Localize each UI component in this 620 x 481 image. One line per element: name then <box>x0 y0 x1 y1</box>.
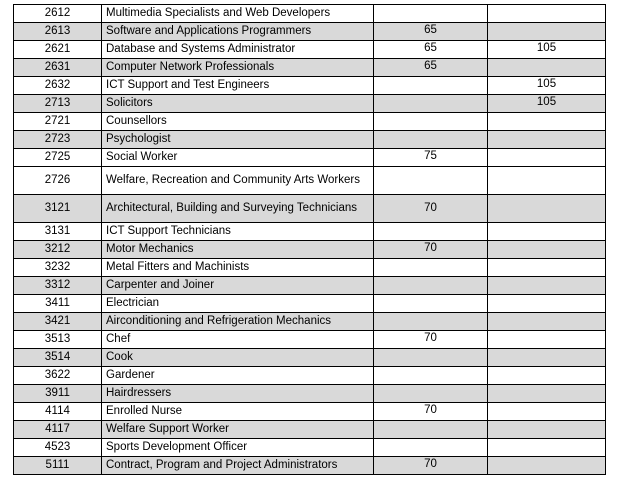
occupation-code: 3411 <box>14 295 102 313</box>
occupation-code: 4523 <box>14 439 102 457</box>
occupation-table <box>13 4 606 475</box>
table-row <box>14 403 606 421</box>
occupation-title: Social Worker <box>102 149 374 167</box>
column-4-value: 105 <box>488 95 606 113</box>
column-3-value <box>374 95 488 113</box>
column-4-value <box>488 385 606 403</box>
table-row <box>14 277 606 295</box>
table-row <box>14 223 606 241</box>
column-4-value <box>488 59 606 77</box>
occupation-title: Hairdressers <box>102 385 374 403</box>
column-4-value <box>488 195 606 223</box>
occupation-table-body <box>14 5 606 475</box>
column-4-value <box>488 349 606 367</box>
occupation-code: 3622 <box>14 367 102 385</box>
column-3-value: 65 <box>374 23 488 41</box>
occupation-code: 3514 <box>14 349 102 367</box>
column-3-value: 65 <box>374 41 488 59</box>
occupation-title: Airconditioning and Refrigeration Mechanics <box>102 313 374 331</box>
column-4-value <box>488 259 606 277</box>
occupation-code: 3513 <box>14 331 102 349</box>
column-3-value: 70 <box>374 195 488 223</box>
column-4-value <box>488 113 606 131</box>
column-3-value <box>374 5 488 23</box>
table-row <box>14 295 606 313</box>
column-3-value <box>374 259 488 277</box>
occupation-title: Motor Mechanics <box>102 241 374 259</box>
table-row <box>14 241 606 259</box>
occupation-code: 2726 <box>14 167 102 195</box>
occupation-title: Enrolled Nurse <box>102 403 374 421</box>
table-row <box>14 259 606 277</box>
occupation-title: Psychologist <box>102 131 374 149</box>
occupation-code: 2613 <box>14 23 102 41</box>
column-3-value <box>374 223 488 241</box>
column-4-value <box>488 313 606 331</box>
column-3-value <box>374 313 488 331</box>
column-3-value: 70 <box>374 241 488 259</box>
table-row <box>14 41 606 59</box>
occupation-title: Multimedia Specialists and Web Developers <box>102 5 374 23</box>
occupation-code: 2713 <box>14 95 102 113</box>
column-4-value: 105 <box>488 77 606 95</box>
occupation-code: 2621 <box>14 41 102 59</box>
column-4-value <box>488 457 606 475</box>
column-4-value <box>488 403 606 421</box>
occupation-title: Welfare, Recreation and Community Arts Workers <box>102 167 374 195</box>
column-3-value <box>374 295 488 313</box>
column-4-value <box>488 439 606 457</box>
occupation-title: Sports Development Officer <box>102 439 374 457</box>
occupation-code: 3911 <box>14 385 102 403</box>
column-3-value: 70 <box>374 457 488 475</box>
occupation-code: 3421 <box>14 313 102 331</box>
occupation-title: Gardener <box>102 367 374 385</box>
occupation-code: 2612 <box>14 5 102 23</box>
occupation-code: 4117 <box>14 421 102 439</box>
occupation-title: Cook <box>102 349 374 367</box>
table-row <box>14 331 606 349</box>
occupation-title: Chef <box>102 331 374 349</box>
occupation-code: 2721 <box>14 113 102 131</box>
occupation-code: 5111 <box>14 457 102 475</box>
table-row <box>14 385 606 403</box>
occupation-code: 2723 <box>14 131 102 149</box>
table-row <box>14 131 606 149</box>
table-row <box>14 439 606 457</box>
occupation-title: Contract, Program and Project Administrators <box>102 457 374 475</box>
column-4-value <box>488 277 606 295</box>
occupation-code: 4114 <box>14 403 102 421</box>
column-3-value <box>374 385 488 403</box>
table-row <box>14 5 606 23</box>
occupation-code: 3131 <box>14 223 102 241</box>
occupation-code: 3121 <box>14 195 102 223</box>
column-4-value <box>488 367 606 385</box>
table-row <box>14 349 606 367</box>
occupation-title: Software and Applications Programmers <box>102 23 374 41</box>
column-3-value <box>374 167 488 195</box>
column-3-value <box>374 113 488 131</box>
occupation-title: Solicitors <box>102 95 374 113</box>
column-3-value <box>374 349 488 367</box>
occupation-title: Database and Systems Administrator <box>102 41 374 59</box>
occupation-code: 3232 <box>14 259 102 277</box>
occupation-title: Architectural, Building and Surveying Technicians <box>102 195 374 223</box>
column-3-value <box>374 131 488 149</box>
occupation-code: 2631 <box>14 59 102 77</box>
occupation-title: Counsellors <box>102 113 374 131</box>
column-3-value: 70 <box>374 331 488 349</box>
column-4-value <box>488 23 606 41</box>
occupation-code: 2725 <box>14 149 102 167</box>
column-4-value <box>488 331 606 349</box>
column-3-value <box>374 77 488 95</box>
column-3-value <box>374 367 488 385</box>
column-4-value <box>488 223 606 241</box>
table-row <box>14 23 606 41</box>
table-row <box>14 113 606 131</box>
table-row <box>14 167 606 195</box>
column-4-value <box>488 421 606 439</box>
column-4-value <box>488 295 606 313</box>
column-3-value <box>374 277 488 295</box>
column-3-value: 70 <box>374 403 488 421</box>
table-row <box>14 421 606 439</box>
occupation-title: ICT Support and Test Engineers <box>102 77 374 95</box>
column-3-value <box>374 439 488 457</box>
column-4-value: 105 <box>488 41 606 59</box>
table-row <box>14 77 606 95</box>
occupation-title: Metal Fitters and Machinists <box>102 259 374 277</box>
column-3-value <box>374 421 488 439</box>
occupation-code: 2632 <box>14 77 102 95</box>
column-4-value <box>488 131 606 149</box>
table-row <box>14 59 606 77</box>
column-4-value <box>488 149 606 167</box>
column-4-value <box>488 241 606 259</box>
column-3-value: 75 <box>374 149 488 167</box>
occupation-title: Electrician <box>102 295 374 313</box>
table-row <box>14 95 606 113</box>
table-row <box>14 149 606 167</box>
table-row <box>14 313 606 331</box>
occupation-title: Computer Network Professionals <box>102 59 374 77</box>
table-row <box>14 195 606 223</box>
occupation-title: Welfare Support Worker <box>102 421 374 439</box>
table-row <box>14 457 606 475</box>
column-3-value: 65 <box>374 59 488 77</box>
occupation-code: 3212 <box>14 241 102 259</box>
table-row <box>14 367 606 385</box>
column-4-value <box>488 5 606 23</box>
occupation-code: 3312 <box>14 277 102 295</box>
occupation-title: Carpenter and Joiner <box>102 277 374 295</box>
occupation-title: ICT Support Technicians <box>102 223 374 241</box>
column-4-value <box>488 167 606 195</box>
